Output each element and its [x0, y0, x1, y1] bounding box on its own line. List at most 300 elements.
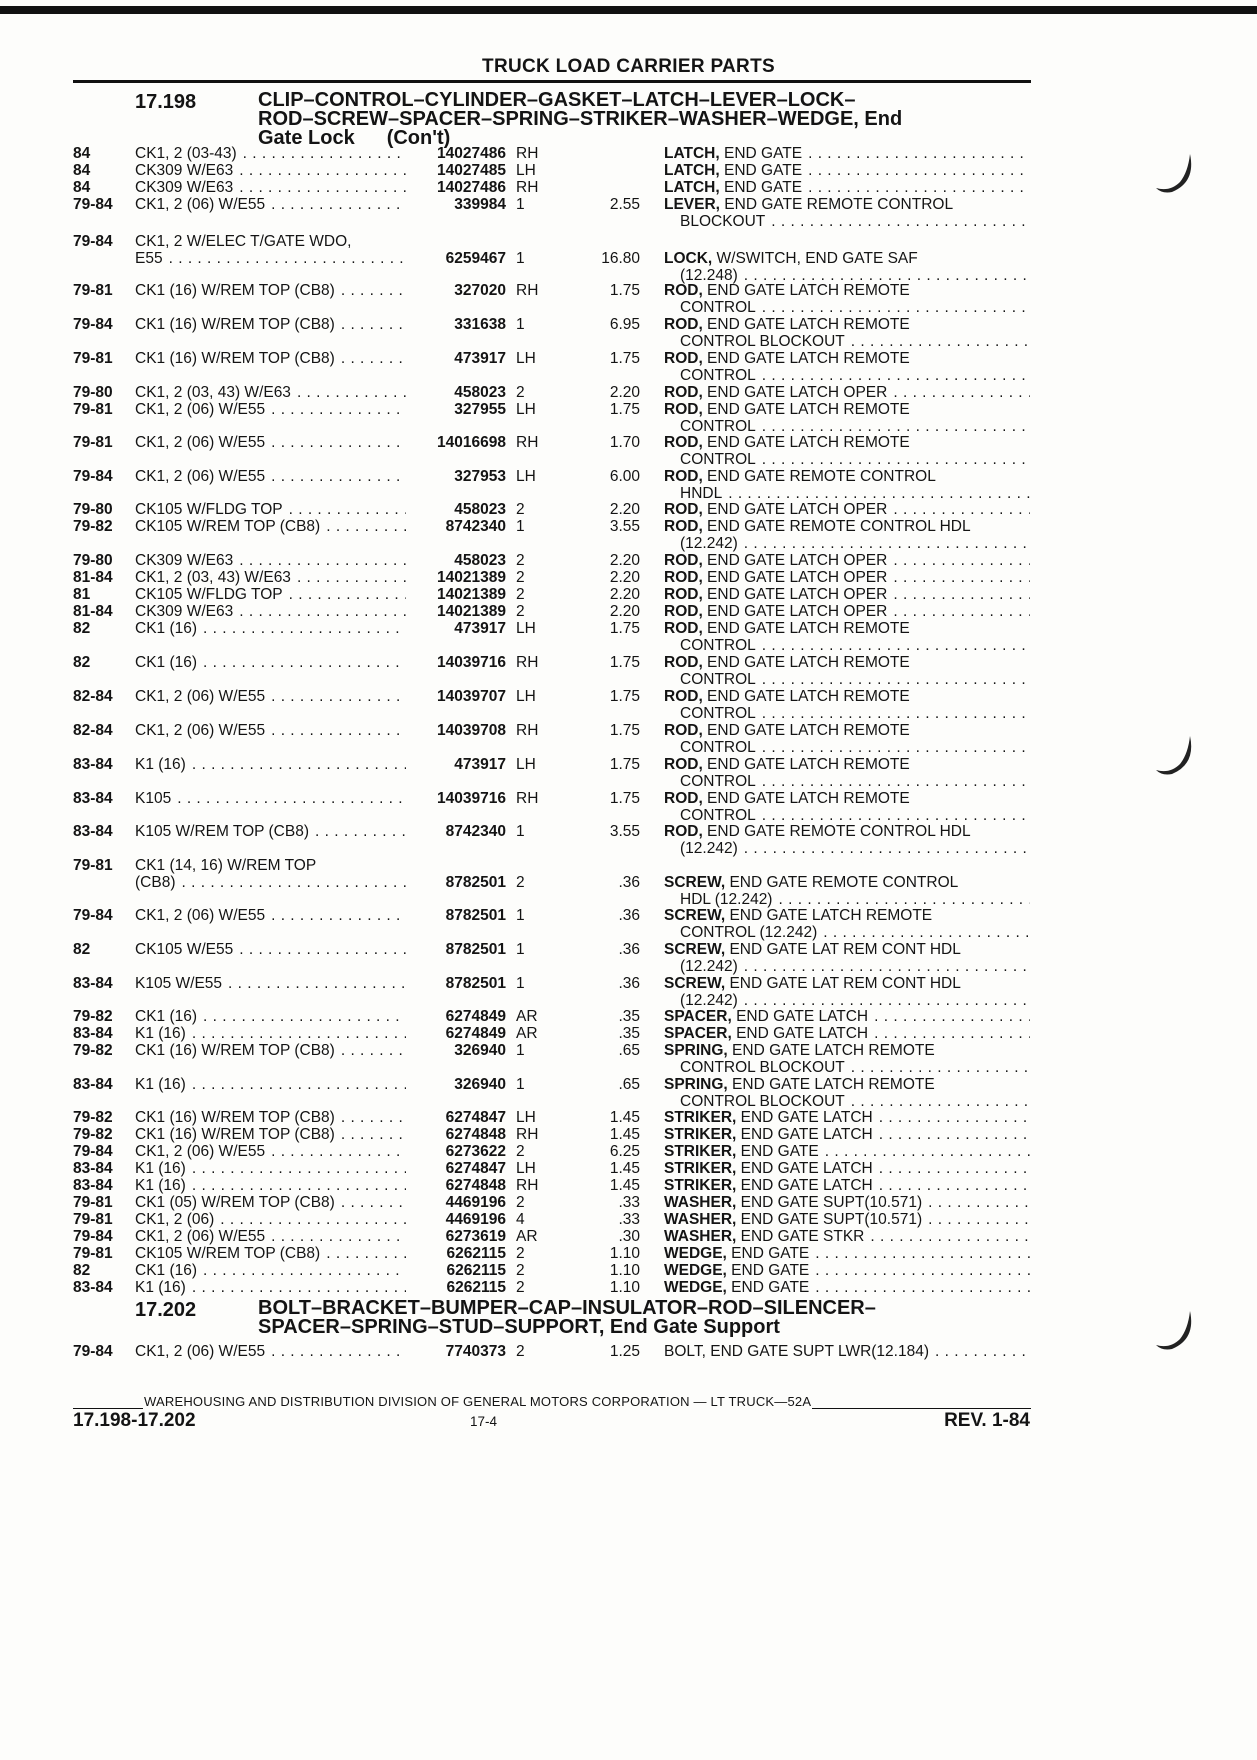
leader-dots — [887, 569, 1030, 586]
row-model — [135, 1279, 406, 1296]
row-description-keyword: WEDGE, — [664, 1279, 727, 1296]
row-description-keyword: LATCH, — [664, 162, 720, 179]
row-description-keyword: ROD, — [664, 316, 703, 333]
row-price: 1.25 — [609, 1343, 640, 1360]
row-description-rest: END GATE LAT REM CONT HDL — [725, 941, 961, 958]
row-quantity: 1 — [516, 196, 525, 213]
row-part-number: 14039716 — [437, 790, 506, 807]
row-years: 83-84 — [73, 790, 113, 807]
row-description — [664, 586, 1030, 603]
row-quantity: LH — [516, 350, 536, 367]
row-model — [135, 874, 406, 891]
row-description-cont-text: CONTROL — [680, 637, 756, 654]
row-years: 83-84 — [73, 975, 113, 992]
row-quantity: 1 — [516, 250, 525, 267]
row-quantity: RH — [516, 654, 539, 671]
row-model-text: CK309 W/E63 — [135, 552, 234, 569]
row-price: 1.45 — [609, 1126, 640, 1143]
leader-dots — [819, 1143, 1030, 1160]
leader-dots — [756, 807, 1030, 824]
row-description-cont — [680, 299, 1030, 316]
row-quantity: 2 — [516, 1262, 525, 1279]
row-description-text — [664, 162, 802, 179]
row-model-text: CK1, 2 (03, 43) W/E63 — [135, 569, 291, 586]
row-price: 1.75 — [609, 688, 640, 705]
row-quantity: 1 — [516, 316, 525, 333]
row-description — [664, 620, 1030, 637]
row-model — [135, 722, 406, 739]
row-quantity: 1 — [516, 975, 525, 992]
row-description-text — [664, 434, 910, 451]
row-description-cont-text: CONTROL (12.242) — [680, 924, 818, 941]
row-description-keyword: WASHER, — [664, 1211, 737, 1228]
row-description-rest: END GATE LATCH — [731, 1025, 869, 1042]
row-model-text: CK1, 2 (06) W/E55 — [135, 1228, 266, 1245]
row-price: 1.75 — [609, 756, 640, 773]
row-part-number: 14027486 — [437, 179, 506, 196]
row-description-cont-text: CONTROL — [680, 739, 756, 756]
row-description-text — [664, 384, 887, 401]
row-description — [664, 1109, 1030, 1126]
row-description-text — [664, 975, 961, 992]
row-description — [664, 1343, 1030, 1360]
row-description — [664, 654, 1030, 671]
leader-dots — [265, 468, 406, 485]
row-price: 16.80 — [601, 250, 640, 267]
row-part-number: 6274848 — [445, 1177, 506, 1194]
row-description — [664, 1245, 1030, 1262]
leader-dots — [233, 179, 406, 196]
row-description-rest: END GATE LATCH OPER — [702, 384, 888, 401]
row-description-cont — [680, 418, 1030, 435]
row-description-keyword: WASHER, — [664, 1194, 737, 1211]
leader-dots — [291, 384, 406, 401]
footer-rule — [73, 1396, 143, 1409]
row-description-cont — [680, 958, 1030, 975]
row-description-cont-text: (12.242) — [680, 992, 738, 1009]
leader-dots — [765, 213, 1030, 230]
row-years: 81 — [73, 586, 91, 603]
row-description-rest: END GATE — [719, 145, 803, 162]
row-model-text: CK1 (16) W/REM TOP (CB8) — [135, 1126, 335, 1143]
row-years: 82-84 — [73, 722, 113, 739]
row-description-text — [664, 316, 910, 333]
row-model-text: CK1 (16) W/REM TOP (CB8) — [135, 1042, 335, 1059]
row-price: 1.70 — [609, 434, 640, 451]
row-price: .36 — [618, 941, 640, 958]
row-description-rest: BOLT, END GATE SUPT LWR(12.184) — [664, 1343, 930, 1360]
row-description — [664, 316, 1030, 333]
row-description-cont-text: HDL (12.242) — [680, 891, 773, 908]
row-description-text — [664, 569, 887, 586]
row-part-number: 473917 — [454, 756, 506, 773]
leader-dots — [809, 1245, 1030, 1262]
row-quantity: 1 — [516, 907, 525, 924]
row-model — [135, 688, 406, 705]
row-model — [135, 654, 406, 671]
row-description-cont-text: CONTROL — [680, 773, 756, 790]
row-model-text: CK1 (16) W/REM TOP (CB8) — [135, 350, 335, 367]
row-description-rest: END GATE LATCH REMOTE — [702, 401, 910, 418]
row-description-text — [664, 1343, 929, 1360]
row-description-rest: END GATE — [726, 1279, 810, 1296]
row-description-keyword: SCREW, — [664, 907, 726, 924]
row-part-number: 4469196 — [445, 1194, 506, 1211]
row-description-text — [664, 941, 961, 958]
row-quantity: RH — [516, 1177, 539, 1194]
row-description-text — [664, 1279, 809, 1296]
row-part-number: 8782501 — [445, 907, 506, 924]
row-description-keyword: ROD, — [664, 756, 703, 773]
row-quantity: RH — [516, 722, 539, 739]
row-years: 83-84 — [73, 823, 113, 840]
row-price: .33 — [618, 1194, 640, 1211]
row-description-text — [664, 282, 910, 299]
row-years: 79-81 — [73, 401, 113, 418]
row-years: 83-84 — [73, 1025, 113, 1042]
leader-dots — [756, 671, 1030, 688]
row-description — [664, 401, 1030, 418]
row-description-rest: END GATE LATCH — [736, 1177, 873, 1194]
row-quantity: LH — [516, 756, 536, 773]
leader-dots — [320, 1245, 406, 1262]
row-description-cont-text: (12.242) — [680, 958, 738, 975]
leader-dots — [845, 1093, 1030, 1110]
row-quantity: 1 — [516, 518, 525, 535]
row-part-number: 4469196 — [445, 1211, 506, 1228]
row-model — [135, 401, 406, 418]
row-part-number: 339984 — [454, 196, 506, 213]
row-price: .36 — [618, 907, 640, 924]
row-part-number: 14027485 — [437, 162, 506, 179]
row-years: 83-84 — [73, 1076, 113, 1093]
row-part-number: 458023 — [454, 501, 506, 518]
leader-dots — [887, 552, 1030, 569]
row-description — [664, 1279, 1030, 1296]
row-description-text — [664, 688, 910, 705]
leader-dots — [887, 384, 1030, 401]
row-description-keyword: WEDGE, — [664, 1262, 727, 1279]
row-description-keyword: LEVER, — [664, 196, 720, 213]
row-description-text — [664, 1194, 922, 1211]
leader-dots — [265, 1143, 406, 1160]
row-model: CK1, 2 W/ELEC T/GATE WDO, — [135, 233, 352, 250]
row-description-keyword: SPRING, — [664, 1042, 728, 1059]
row-years: 82 — [73, 941, 91, 958]
row-model-text: K1 (16) — [135, 1160, 186, 1177]
leader-dots — [887, 603, 1030, 620]
row-description-text — [664, 401, 910, 418]
binder-hole — [1150, 730, 1200, 790]
row-description-keyword: ROD, — [664, 468, 703, 485]
row-description-cont — [680, 1093, 1030, 1110]
row-part-number: 7740373 — [445, 1343, 506, 1360]
leader-dots — [265, 434, 406, 451]
row-years: 79-82 — [73, 1126, 113, 1143]
row-model — [135, 941, 406, 958]
row-description-rest: END GATE LATCH OPER — [702, 603, 888, 620]
row-description — [664, 1126, 1030, 1143]
row-model — [135, 1126, 406, 1143]
row-model — [135, 162, 406, 179]
row-model-text: K1 (16) — [135, 1279, 186, 1296]
row-price: 1.45 — [609, 1177, 640, 1194]
row-quantity: 2 — [516, 501, 525, 518]
row-description-text — [664, 586, 887, 603]
row-years: 79-81 — [73, 350, 113, 367]
row-description-rest: END GATE LATCH REMOTE — [727, 1076, 935, 1093]
row-model — [135, 250, 406, 267]
leader-dots — [756, 773, 1030, 790]
row-price: 1.75 — [609, 401, 640, 418]
row-years: 79-84 — [73, 233, 113, 250]
row-description — [664, 756, 1030, 773]
section-title — [258, 91, 1038, 148]
row-model-text: CK105 W/FLDG TOP — [135, 501, 283, 518]
leader-dots — [756, 418, 1030, 435]
row-description-rest: END GATE LATCH OPER — [702, 569, 888, 586]
row-description-keyword: ROD, — [664, 569, 703, 586]
leader-dots — [265, 401, 406, 418]
section-number: 17.202 — [135, 1299, 197, 1321]
footer-division: WAREHOUSING AND DISTRIBUTION DIVISION OF GENERAL MOTORS CORPORATION — LT TRUCK—52A — [144, 1394, 812, 1409]
row-part-number: 6273622 — [445, 1143, 506, 1160]
row-model — [135, 1228, 406, 1245]
row-description-rest: W/SWITCH, END GATE SAF — [712, 250, 918, 267]
row-description-keyword: ROD, — [664, 586, 703, 603]
row-description — [664, 179, 1030, 196]
row-years: 84 — [73, 145, 91, 162]
leader-dots — [817, 924, 1030, 941]
row-price: 2.55 — [609, 196, 640, 213]
leader-dots — [335, 350, 406, 367]
row-description — [664, 1211, 1030, 1228]
row-part-number: 14021389 — [437, 569, 506, 586]
row-model-text: CK1 (16) W/REM TOP (CB8) — [135, 1109, 335, 1126]
row-description-keyword: STRIKER, — [664, 1160, 737, 1177]
row-quantity: LH — [516, 620, 536, 637]
row-quantity: 2 — [516, 552, 525, 569]
leader-dots — [233, 941, 406, 958]
row-quantity: 2 — [516, 1279, 525, 1296]
row-model — [135, 586, 406, 603]
row-description-text — [664, 790, 910, 807]
row-description-rest: END GATE REMOTE CONTROL HDL — [702, 823, 971, 840]
row-part-number: 6262115 — [446, 1245, 506, 1262]
section-number: 17.198 — [135, 91, 197, 113]
row-part-number: 327953 — [454, 468, 506, 485]
leader-dots — [922, 1211, 1030, 1228]
row-description-keyword: SCREW, — [664, 975, 726, 992]
row-years: 83-84 — [73, 1160, 113, 1177]
row-description-rest: END GATE LATCH REMOTE — [702, 316, 910, 333]
row-description-keyword: STRIKER, — [664, 1143, 737, 1160]
leader-dots — [873, 1177, 1030, 1194]
row-years: 79-84 — [73, 196, 113, 213]
row-description-cont — [680, 773, 1030, 790]
row-description — [664, 603, 1030, 620]
row-model-text: K1 (16) — [135, 756, 186, 773]
row-description-rest: END GATE LATCH OPER — [702, 501, 888, 518]
row-price: 3.55 — [609, 823, 640, 840]
leader-dots — [845, 1059, 1030, 1076]
row-description-rest: END GATE LATCH OPER — [702, 552, 888, 569]
row-description-cont-text: CONTROL BLOCKOUT — [680, 1093, 845, 1110]
section-title-line: ROD–SCREW–SPACER–SPRING–STRIKER–WASHER–WEDGE, End — [258, 108, 903, 130]
leader-dots — [265, 907, 406, 924]
row-description-cont — [680, 535, 1030, 552]
leader-dots — [738, 958, 1030, 975]
leader-dots — [929, 1343, 1030, 1360]
row-model — [135, 1025, 406, 1042]
row-quantity: RH — [516, 434, 539, 451]
row-description-cont-text: CONTROL — [680, 451, 756, 468]
row-years: 79-81 — [73, 857, 113, 874]
row-part-number: 6274848 — [445, 1126, 506, 1143]
leader-dots — [922, 1194, 1030, 1211]
row-description — [664, 1008, 1030, 1025]
row-model-text: CK1 (16) — [135, 620, 198, 637]
row-model — [135, 384, 406, 401]
row-description-text — [664, 722, 910, 739]
row-part-number: 326940 — [454, 1076, 506, 1093]
row-model-text: CK309 W/E63 — [135, 179, 234, 196]
leader-dots — [756, 739, 1030, 756]
row-model-text: CK1, 2 (03-43) — [135, 145, 237, 162]
row-description-text — [664, 1262, 809, 1279]
row-part-number: 6273619 — [445, 1228, 506, 1245]
leader-dots — [291, 569, 406, 586]
row-description-cont-text: CONTROL — [680, 367, 756, 384]
leader-dots — [186, 756, 406, 773]
row-description-keyword: ROD, — [664, 688, 703, 705]
row-description-keyword: SPACER, — [664, 1025, 732, 1042]
leader-dots — [163, 250, 406, 267]
row-price: .35 — [618, 1008, 640, 1025]
row-description-text — [664, 823, 971, 840]
row-model — [135, 1177, 406, 1194]
leader-dots — [320, 518, 406, 535]
row-description-rest: END GATE LATCH REMOTE — [725, 907, 933, 924]
leader-dots — [868, 1008, 1030, 1025]
row-part-number: 8782501 — [445, 941, 506, 958]
row-quantity: LH — [516, 1160, 536, 1177]
row-quantity: RH — [516, 145, 539, 162]
row-quantity: RH — [516, 790, 539, 807]
top-rule — [0, 6, 1257, 14]
row-part-number: 14021389 — [437, 603, 506, 620]
row-description-rest: END GATE LATCH REMOTE — [702, 790, 910, 807]
row-price: 1.75 — [609, 722, 640, 739]
row-price: 1.75 — [609, 350, 640, 367]
row-description-keyword: STRIKER, — [664, 1109, 737, 1126]
leader-dots — [335, 1042, 406, 1059]
row-description-cont — [680, 807, 1030, 824]
leader-dots — [802, 162, 1030, 179]
footer-division-line — [73, 1394, 1031, 1409]
row-part-number: 8742340 — [445, 518, 506, 535]
row-description-keyword: ROD, — [664, 350, 703, 367]
row-model-text: CK1 (16) W/REM TOP (CB8) — [135, 282, 335, 299]
row-model-text: CK309 W/E63 — [135, 162, 234, 179]
row-model-text: CK1, 2 (06) W/E55 — [135, 196, 266, 213]
leader-dots — [335, 1109, 406, 1126]
row-quantity: 2 — [516, 1194, 525, 1211]
row-description-cont — [680, 671, 1030, 688]
row-model-text: CK1, 2 (06) — [135, 1211, 215, 1228]
row-description — [664, 250, 1030, 267]
row-years: 82 — [73, 620, 91, 637]
row-model-text: CK1, 2 (06) W/E55 — [135, 1343, 266, 1360]
row-description-text — [664, 350, 910, 367]
row-description — [664, 688, 1030, 705]
row-years: 79-81 — [73, 1194, 113, 1211]
row-description-keyword: STRIKER, — [664, 1126, 737, 1143]
row-description-rest: END GATE — [736, 1143, 819, 1160]
footer-page-number: 17-4 — [470, 1414, 498, 1429]
row-model-text: CK1, 2 (06) W/E55 — [135, 434, 266, 451]
page-title: TRUCK LOAD CARRIER PARTS — [482, 56, 775, 77]
row-description-text — [664, 196, 953, 213]
section-title-line: SPACER–SPRING–STUD–SUPPORT, End Gate Support — [258, 1316, 780, 1338]
row-description — [664, 874, 1030, 891]
row-description-cont — [680, 840, 1030, 857]
row-model — [135, 468, 406, 485]
leader-dots — [222, 975, 406, 992]
row-price: 2.20 — [609, 552, 640, 569]
row-price: 1.75 — [609, 654, 640, 671]
row-part-number: 6262115 — [446, 1279, 506, 1296]
row-description-rest: END GATE LATCH REMOTE — [702, 350, 910, 367]
row-description-cont-text: CONTROL — [680, 299, 756, 316]
row-description-cont-text: CONTROL BLOCKOUT — [680, 333, 845, 350]
row-model — [135, 434, 406, 451]
row-description — [664, 941, 1030, 958]
row-description-rest: END GATE LATCH REMOTE — [702, 282, 910, 299]
row-description-text — [664, 1025, 868, 1042]
row-description-keyword: SPRING, — [664, 1076, 728, 1093]
row-part-number: 14016698 — [437, 434, 506, 451]
leader-dots — [197, 620, 406, 637]
row-model — [135, 620, 406, 637]
row-model-text: CK309 W/E63 — [135, 603, 234, 620]
leader-dots — [283, 586, 406, 603]
row-description — [664, 1228, 1030, 1245]
row-model-text: CK1 (16) W/REM TOP (CB8) — [135, 316, 335, 333]
leader-dots — [873, 1109, 1030, 1126]
row-years: 82 — [73, 1262, 91, 1279]
row-description-rest: END GATE LATCH OPER — [702, 586, 888, 603]
row-price: 6.95 — [609, 316, 640, 333]
row-description-keyword: ROD, — [664, 401, 703, 418]
row-description-text — [664, 552, 887, 569]
row-description-rest: END GATE LATCH — [736, 1109, 873, 1126]
row-part-number: 473917 — [454, 350, 506, 367]
leader-dots — [873, 1160, 1030, 1177]
leader-dots — [738, 840, 1030, 857]
row-years: 79-84 — [73, 907, 113, 924]
row-description-rest: END GATE REMOTE CONTROL HDL — [702, 518, 971, 535]
section-title-line: CLIP–CONTROL–CYLINDER–GASKET–LATCH–LEVER–LOCK– — [258, 89, 856, 111]
row-price: 6.00 — [609, 468, 640, 485]
leader-dots — [756, 637, 1030, 654]
row-description-cont-text: CONTROL — [680, 671, 756, 688]
leader-dots — [868, 1025, 1030, 1042]
row-price: 1.75 — [609, 790, 640, 807]
leader-dots — [197, 1008, 406, 1025]
row-years: 81-84 — [73, 603, 113, 620]
row-description-cont — [680, 213, 1030, 230]
